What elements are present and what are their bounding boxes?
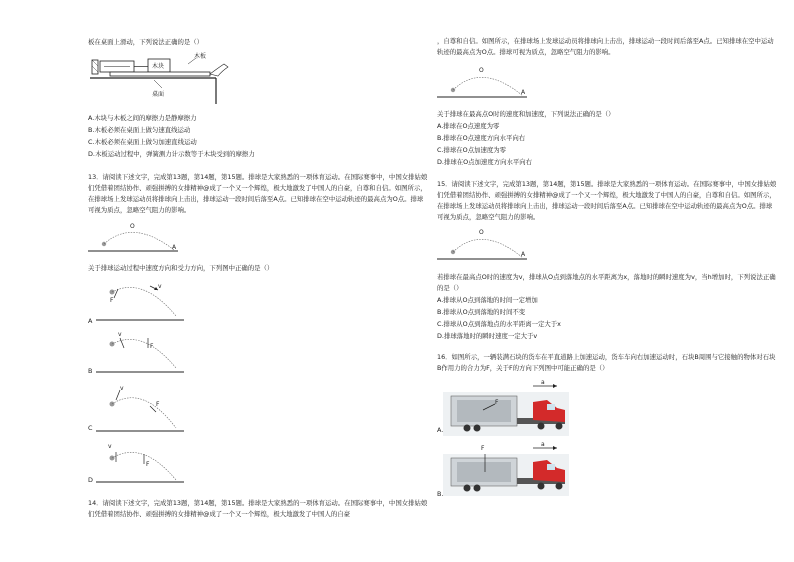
svg-text:A: A bbox=[521, 89, 526, 96]
q16-choice-b[interactable]: a F B. bbox=[437, 440, 577, 500]
q12-option-b: B.木板必须在桌面上做匀速直线运动 bbox=[88, 126, 191, 134]
q13-question: 关于排球运动过程中速度方向和受力方向，下列图中正确的是（） bbox=[88, 264, 274, 272]
q15-question: 若排球在最高点O时的速度为v，排球从O点到落地点的水平距离为x，落地时的瞬时速度为v，当h增加时，下列说法正确的是（） bbox=[437, 273, 776, 292]
q13-choice-a[interactable]: v F A bbox=[88, 276, 198, 326]
q14-option-d: D.排球在O点加速度方向水平向右 bbox=[437, 158, 533, 166]
svg-text:F: F bbox=[156, 401, 160, 408]
desk-label: 桌面 bbox=[152, 91, 165, 98]
q12-option-a: A.木块与木板之间的摩擦力是静摩擦力 bbox=[88, 114, 197, 122]
left-column bbox=[88, 0, 438, 562]
q13-stem: 13．请阅读下述文字，完成第13题，第14题，第15题。排球是大家熟悉的一项体育运动。在国际赛事中，中国女排姑娘们凭借着团结协作、顽强拼搏的女排精神@成了一个又一个辉煌，极大地激发了中国人的自豪，自尊和自信。如图所示，在排球场上发球运动员将排球向上击出，排球运动一段时间后落至A点。已知排球在空中运动轨迹的最高点为O点。排球可视为质点，忽略空气阻力的影响。 bbox=[88, 173, 428, 214]
svg-text:a: a bbox=[541, 441, 545, 448]
q14-option-a: A.排球在O点速度为零 bbox=[437, 122, 500, 130]
svg-text:F: F bbox=[481, 445, 485, 452]
q15-option-a: A.排球从O点到落地的时间一定增加 bbox=[437, 296, 538, 304]
q14-option-b: B.排球在O点速度方向水平向右 bbox=[437, 134, 526, 142]
hand-icon bbox=[210, 64, 228, 76]
q12-stem: 板在桌面上滑动，下列说法正确的是（） bbox=[88, 38, 204, 46]
q14-trajectory-figure bbox=[437, 64, 557, 102]
q13-choice-b[interactable]: v F B bbox=[88, 326, 198, 376]
board-label: 木板 bbox=[194, 53, 207, 60]
q13-trajectory-figure bbox=[88, 220, 208, 256]
q15-trajectory-figure bbox=[437, 226, 557, 264]
svg-text:v: v bbox=[158, 283, 162, 290]
q15-option-c: C.排球从O点到落地点的水平距离一定大于x bbox=[437, 320, 561, 328]
svg-text:F: F bbox=[146, 461, 150, 468]
q12-option-d: D.木板运动过程中，弹簧测力计示数等于木块受到的摩擦力 bbox=[88, 150, 255, 158]
q15-option-b: B.排球从O点到落地的时间不变 bbox=[437, 308, 526, 316]
q14-stem: 14．请阅读下述文字，完成第13题，第14题，第15题。排球是大家熟悉的一项体育运动。在国际赛事中，中国女排姑娘们凭借着团结协作、顽强拼搏的女排精神@成了一个又一个辉煌，极大地激发了中国人的自豪 bbox=[88, 499, 428, 518]
svg-text:O: O bbox=[479, 67, 484, 74]
q14-question: 关于排球在最高点O时的速度和加速度，下列说法正确的是（） bbox=[437, 110, 615, 118]
svg-text:F: F bbox=[495, 399, 499, 406]
truck-a-icon bbox=[437, 380, 577, 440]
q15-option-d: D.排球落地时的瞬时速度一定大于v bbox=[437, 332, 538, 340]
point-a-label: A bbox=[172, 244, 177, 251]
block-label: 木块 bbox=[152, 63, 165, 70]
svg-text:F: F bbox=[150, 343, 154, 350]
svg-text:v: v bbox=[120, 385, 124, 392]
svg-text:v: v bbox=[108, 443, 112, 450]
q14-stem-cont: ，自尊和自信。如图所示，在排球场上发球运动员将排球向上击出，排球运动一段时间后落至A点。已知排球在空中运动轨迹的最高点为O点。排球可视为质点，忽略空气阻力的影响。 bbox=[437, 37, 774, 56]
q16-stem: 16．如图所示，一辆装满石块的货车在平直道路上加速运动，货车车向右加速运动时，石块B周围与它接触的物体对石块B作用力的合力为F，关于F的方向下列图中可能正确的是（） bbox=[437, 353, 776, 372]
q12-figure bbox=[90, 52, 230, 107]
q16-choice-a[interactable]: a F A. bbox=[437, 380, 577, 440]
right-column bbox=[437, 0, 787, 562]
q13-choice-d[interactable]: v F D bbox=[88, 438, 198, 488]
svg-text:O: O bbox=[479, 229, 484, 236]
svg-text:v: v bbox=[118, 331, 122, 338]
svg-text:a: a bbox=[541, 379, 545, 386]
q15-stem: 15．请阅读下述文字，完成第13题，第14题，第15题。排球是大家熟悉的一项体育运动。在国际赛事中，中国女排姑娘们凭借着团结协作、顽强拼搏的女排精神@成了一个又一个辉煌，极大地激发了中国人的自豪，自尊和自信。如图所示，在排球场上发球运动员将排球向上击出，排球运动一段时间后落至A点。已知排球在空中运动轨迹的最高点为O点。排球可视为质点，忽略空气阻力的影响。 bbox=[437, 180, 777, 221]
q12-option-c: C.木板必须在桌面上做匀加速直线运动 bbox=[88, 138, 197, 146]
board bbox=[110, 72, 210, 76]
q14-option-c: C.排球在O点加速度为零 bbox=[437, 146, 507, 154]
svg-text:A: A bbox=[521, 251, 526, 258]
svg-text:F: F bbox=[110, 297, 114, 304]
truck-b-icon bbox=[437, 440, 577, 500]
q13-choice-c[interactable]: v F C bbox=[88, 382, 198, 434]
point-o-label: O bbox=[130, 223, 135, 230]
